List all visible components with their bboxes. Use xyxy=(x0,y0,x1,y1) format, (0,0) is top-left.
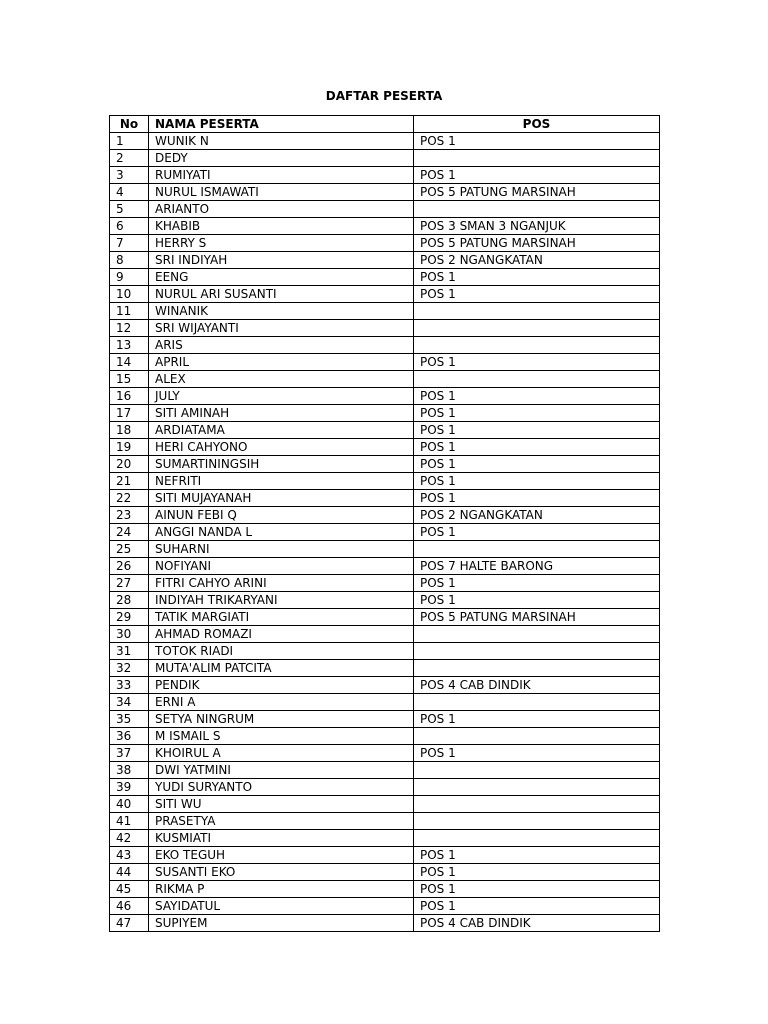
table-row xyxy=(110,388,660,405)
table-row xyxy=(110,592,660,609)
cell-pos: POS 1 xyxy=(414,388,660,405)
table-row xyxy=(110,439,660,456)
cell-pos xyxy=(414,779,660,796)
cell-pos: POS 1 xyxy=(414,405,660,422)
cell-pos: POS 1 xyxy=(414,133,660,150)
cell-no: 9 xyxy=(110,269,149,286)
cell-name: WUNIK N xyxy=(149,133,414,150)
table-row xyxy=(110,575,660,592)
cell-name: INDIYAH TRIKARYANI xyxy=(149,592,414,609)
cell-pos: POS 2 NGANGKATAN xyxy=(414,507,660,524)
participant-table xyxy=(109,115,660,932)
table-row xyxy=(110,150,660,167)
table-row xyxy=(110,218,660,235)
cell-name: KUSMIATI xyxy=(149,830,414,847)
table-row xyxy=(110,490,660,507)
table-row xyxy=(110,524,660,541)
table-header-row xyxy=(110,116,660,133)
table-row xyxy=(110,728,660,745)
cell-no: 39 xyxy=(110,779,149,796)
cell-pos: POS 1 xyxy=(414,592,660,609)
cell-pos: POS 4 CAB DINDIK xyxy=(414,677,660,694)
cell-no: 23 xyxy=(110,507,149,524)
cell-name: DEDY xyxy=(149,150,414,167)
cell-name: SUSANTI EKO xyxy=(149,864,414,881)
cell-pos: POS 1 xyxy=(414,881,660,898)
cell-no: 13 xyxy=(110,337,149,354)
table-row xyxy=(110,507,660,524)
table-row xyxy=(110,320,660,337)
cell-pos xyxy=(414,830,660,847)
cell-pos xyxy=(414,694,660,711)
cell-pos xyxy=(414,201,660,218)
cell-name: MUTA'ALIM PATCITA xyxy=(149,660,414,677)
cell-name: SITI AMINAH xyxy=(149,405,414,422)
cell-no: 44 xyxy=(110,864,149,881)
cell-name: KHOIRUL A xyxy=(149,745,414,762)
cell-name: NOFIYANI xyxy=(149,558,414,575)
cell-pos: POS 1 xyxy=(414,269,660,286)
table-row xyxy=(110,558,660,575)
cell-name: SITI MUJAYANAH xyxy=(149,490,414,507)
cell-pos: POS 5 PATUNG MARSINAH xyxy=(414,609,660,626)
table-row xyxy=(110,286,660,303)
table-row xyxy=(110,779,660,796)
table-row xyxy=(110,201,660,218)
table-row xyxy=(110,456,660,473)
cell-no: 29 xyxy=(110,609,149,626)
table-row xyxy=(110,847,660,864)
table-row xyxy=(110,711,660,728)
cell-pos: POS 1 xyxy=(414,575,660,592)
cell-no: 12 xyxy=(110,320,149,337)
cell-name: APRIL xyxy=(149,354,414,371)
cell-name: SUPIYEM xyxy=(149,915,414,932)
cell-name: ANGGI NANDA L xyxy=(149,524,414,541)
cell-no: 46 xyxy=(110,898,149,915)
cell-no: 26 xyxy=(110,558,149,575)
cell-pos: POS 1 xyxy=(414,745,660,762)
cell-pos: POS 2 NGANGKATAN xyxy=(414,252,660,269)
table-row xyxy=(110,252,660,269)
cell-name: EKO TEGUH xyxy=(149,847,414,864)
cell-no: 17 xyxy=(110,405,149,422)
cell-pos: POS 1 xyxy=(414,354,660,371)
table-row xyxy=(110,184,660,201)
cell-no: 22 xyxy=(110,490,149,507)
cell-no: 14 xyxy=(110,354,149,371)
cell-no: 15 xyxy=(110,371,149,388)
table-row xyxy=(110,473,660,490)
table-row xyxy=(110,694,660,711)
cell-name: NURUL ARI SUSANTI xyxy=(149,286,414,303)
table-row xyxy=(110,762,660,779)
cell-name: SRI WIJAYANTI xyxy=(149,320,414,337)
cell-name: ALEX xyxy=(149,371,414,388)
cell-name: PRASETYA xyxy=(149,813,414,830)
cell-no: 11 xyxy=(110,303,149,320)
cell-no: 47 xyxy=(110,915,149,932)
table-row xyxy=(110,405,660,422)
cell-pos xyxy=(414,762,660,779)
cell-no: 35 xyxy=(110,711,149,728)
cell-name: ARIS xyxy=(149,337,414,354)
cell-no: 32 xyxy=(110,660,149,677)
table-row xyxy=(110,609,660,626)
cell-no: 5 xyxy=(110,201,149,218)
cell-name: EENG xyxy=(149,269,414,286)
cell-pos: POS 1 xyxy=(414,847,660,864)
table-row xyxy=(110,337,660,354)
cell-no: 20 xyxy=(110,456,149,473)
table-row xyxy=(110,354,660,371)
cell-name: SUMARTININGSIH xyxy=(149,456,414,473)
cell-no: 33 xyxy=(110,677,149,694)
cell-no: 24 xyxy=(110,524,149,541)
table-row xyxy=(110,813,660,830)
cell-name: TOTOK RIADI xyxy=(149,643,414,660)
cell-name: FITRI CAHYO ARINI xyxy=(149,575,414,592)
cell-pos: POS 7 HALTE BARONG xyxy=(414,558,660,575)
cell-name: ARIANTO xyxy=(149,201,414,218)
cell-no: 40 xyxy=(110,796,149,813)
table-row xyxy=(110,303,660,320)
cell-no: 2 xyxy=(110,150,149,167)
cell-pos xyxy=(414,371,660,388)
table-row xyxy=(110,745,660,762)
table-row xyxy=(110,881,660,898)
cell-pos xyxy=(414,337,660,354)
cell-pos xyxy=(414,626,660,643)
table-row xyxy=(110,898,660,915)
table-row xyxy=(110,677,660,694)
column-header-no: No xyxy=(110,116,149,133)
cell-pos xyxy=(414,728,660,745)
table-row xyxy=(110,235,660,252)
cell-no: 42 xyxy=(110,830,149,847)
cell-no: 6 xyxy=(110,218,149,235)
cell-name: ARDIATAMA xyxy=(149,422,414,439)
table-row xyxy=(110,643,660,660)
cell-pos: POS 1 xyxy=(414,524,660,541)
cell-pos: POS 1 xyxy=(414,490,660,507)
cell-no: 31 xyxy=(110,643,149,660)
cell-name: NEFRITI xyxy=(149,473,414,490)
cell-no: 30 xyxy=(110,626,149,643)
cell-name: RUMIYATI xyxy=(149,167,414,184)
cell-no: 10 xyxy=(110,286,149,303)
cell-name: HERI CAHYONO xyxy=(149,439,414,456)
table-row xyxy=(110,371,660,388)
cell-no: 36 xyxy=(110,728,149,745)
cell-name: YUDI SURYANTO xyxy=(149,779,414,796)
cell-name: AHMAD ROMAZI xyxy=(149,626,414,643)
cell-name: ERNI A xyxy=(149,694,414,711)
cell-pos: POS 1 xyxy=(414,473,660,490)
cell-name: DWI YATMINI xyxy=(149,762,414,779)
cell-pos: POS 1 xyxy=(414,286,660,303)
table-row xyxy=(110,864,660,881)
cell-pos xyxy=(414,813,660,830)
cell-name: SETYA NINGRUM xyxy=(149,711,414,728)
column-header-pos: POS xyxy=(414,116,660,133)
table-row xyxy=(110,626,660,643)
cell-name: HERRY S xyxy=(149,235,414,252)
cell-pos: POS 5 PATUNG MARSINAH xyxy=(414,184,660,201)
cell-pos: POS 4 CAB DINDIK xyxy=(414,915,660,932)
table-row xyxy=(110,915,660,932)
cell-pos xyxy=(414,303,660,320)
cell-no: 45 xyxy=(110,881,149,898)
cell-no: 7 xyxy=(110,235,149,252)
cell-pos: POS 1 xyxy=(414,422,660,439)
column-header-name: NAMA PESERTA xyxy=(149,116,414,133)
cell-pos: POS 5 PATUNG MARSINAH xyxy=(414,235,660,252)
cell-name: SRI INDIYAH xyxy=(149,252,414,269)
cell-pos: POS 3 SMAN 3 NGANJUK xyxy=(414,218,660,235)
cell-name: RIKMA P xyxy=(149,881,414,898)
cell-no: 41 xyxy=(110,813,149,830)
cell-pos xyxy=(414,796,660,813)
cell-pos: POS 1 xyxy=(414,456,660,473)
cell-no: 37 xyxy=(110,745,149,762)
cell-no: 21 xyxy=(110,473,149,490)
cell-name: AINUN FEBI Q xyxy=(149,507,414,524)
cell-pos: POS 1 xyxy=(414,898,660,915)
cell-pos: POS 1 xyxy=(414,711,660,728)
cell-no: 28 xyxy=(110,592,149,609)
table-row xyxy=(110,167,660,184)
cell-name: JULY xyxy=(149,388,414,405)
cell-no: 8 xyxy=(110,252,149,269)
cell-no: 25 xyxy=(110,541,149,558)
cell-name: M ISMAIL S xyxy=(149,728,414,745)
cell-no: 16 xyxy=(110,388,149,405)
cell-pos: POS 1 xyxy=(414,439,660,456)
table-body xyxy=(110,133,660,932)
cell-name: TATIK MARGIATI xyxy=(149,609,414,626)
cell-name: SUHARNI xyxy=(149,541,414,558)
cell-name: WINANIK xyxy=(149,303,414,320)
cell-pos: POS 1 xyxy=(414,864,660,881)
cell-pos xyxy=(414,320,660,337)
cell-no: 1 xyxy=(110,133,149,150)
cell-name: SAYIDATUL xyxy=(149,898,414,915)
table-row xyxy=(110,541,660,558)
cell-no: 3 xyxy=(110,167,149,184)
cell-no: 4 xyxy=(110,184,149,201)
cell-name: NURUL ISMAWATI xyxy=(149,184,414,201)
cell-name: PENDIK xyxy=(149,677,414,694)
cell-pos xyxy=(414,150,660,167)
table-row xyxy=(110,422,660,439)
table-row xyxy=(110,660,660,677)
cell-no: 27 xyxy=(110,575,149,592)
cell-pos: POS 1 xyxy=(414,167,660,184)
cell-pos xyxy=(414,541,660,558)
table-row xyxy=(110,796,660,813)
cell-no: 34 xyxy=(110,694,149,711)
cell-no: 43 xyxy=(110,847,149,864)
cell-name: SITI WU xyxy=(149,796,414,813)
cell-name: KHABIB xyxy=(149,218,414,235)
cell-no: 19 xyxy=(110,439,149,456)
cell-pos xyxy=(414,643,660,660)
table-row xyxy=(110,830,660,847)
page-title: DAFTAR PESERTA xyxy=(325,89,443,103)
table-row xyxy=(110,269,660,286)
cell-pos xyxy=(414,660,660,677)
cell-no: 38 xyxy=(110,762,149,779)
table-row xyxy=(110,133,660,150)
cell-no: 18 xyxy=(110,422,149,439)
